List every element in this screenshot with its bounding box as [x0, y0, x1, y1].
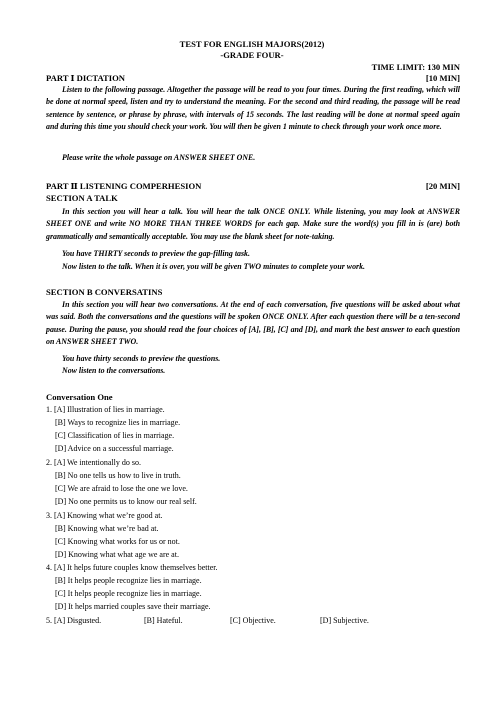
- conversation-one-heading: Conversation One: [46, 392, 113, 402]
- question-line: 4. [A] It helps future couples know themselves better.: [46, 563, 218, 572]
- question-line: 3. [A] Knowing what we’re good at.: [46, 511, 163, 520]
- section-b-instructions: In this section you will hear two conversations. At the end of each conversation, five questions will be asked about what was said. Both the conversations and the questions will be spoken ONCE ONLY. After each question there will be a ten-second pause. During the pause, you should read the four choices of [A], [B], [C] and [D], and mark the best answer to each question on ANSWER SHEET TWO.: [46, 300, 460, 346]
- question-5-line: [46, 616, 369, 625]
- question-line: [B] It helps people recognize lies in marriage.: [55, 576, 202, 585]
- question-line: [C] Knowing what works for us or not.: [55, 537, 180, 546]
- part1-note: Please write the whole passage on ANSWER SHEET ONE.: [62, 153, 256, 162]
- question-line: [C] Classification of lies in marriage.: [55, 431, 175, 440]
- question-line: 2. [A] We intentionally do so.: [46, 458, 141, 467]
- section-a-note-preview: You have THIRTY seconds to preview the gap-filling task.: [62, 249, 250, 258]
- question-line: [D] Advice on a successful marriage.: [55, 444, 174, 453]
- question-line: [B] Knowing what we’re bad at.: [55, 524, 159, 533]
- q5-option-c: [C] Objective.: [230, 616, 276, 625]
- section-b-note-listen: Now listen to the conversations.: [62, 366, 166, 375]
- part1-time: [10 MIN]: [425, 73, 460, 83]
- q5-option-a: 5. [A] Disgusted.: [46, 616, 102, 625]
- exam-grade: -GRADE FOUR-: [220, 50, 284, 60]
- section-a-heading: SECTION A TALK: [46, 193, 118, 203]
- question-line: [C] We are afraid to lose the one we love.: [55, 484, 188, 493]
- question-line: [B] Ways to recognize lies in marriage.: [55, 418, 181, 427]
- section-b-heading: SECTION B CONVERSATINS: [46, 287, 163, 297]
- question-line: [D] No one permits us to know our real self.: [55, 497, 197, 506]
- part2-heading: PART Ⅱ LISTENING COMPERHESION: [46, 181, 202, 191]
- q5-option-b: [B] Hateful.: [144, 616, 183, 625]
- exam-title: TEST FOR ENGLISH MAJORS(2012): [179, 39, 325, 49]
- question-line: 1. [A] Illustration of lies in marriage.: [46, 405, 165, 414]
- part2-heading-row: [46, 181, 460, 192]
- part1-instructions: Listen to the following passage. Altogether the passage will be read to you four times. During the first reading, which will be done at normal speed, listen and try to understand the meaning. For the second and third reading, the passage will be read sentence by sentence, or phrase by phrase, with intervals of 15 seconds. The last reading will be done at normal speed again and during this time you should check your work. You will then be given 1 minute to check through your work once more.: [46, 85, 460, 131]
- section-a-note-listen: Now listen to the talk. When it is over, you will be given TWO minutes to complete your work.: [62, 262, 365, 271]
- question-line: [B] No one tells us how to live in truth.: [55, 471, 181, 480]
- q5-option-d: [D] Subjective.: [320, 616, 369, 625]
- part1-heading-row: [46, 73, 460, 84]
- question-line: [D] Knowing what what age we are at.: [55, 550, 179, 559]
- section-a-instructions: In this section you will hear a talk. You will hear the talk ONCE ONLY. While listening, you may look at ANSWER SHEET ONE and write NO MORE THAN THREE WORDS for each gap. Make sure the word(s) you fill in is (are) both grammatically and semantically acceptable. You may use the blank sheet for note-taking.: [46, 207, 460, 241]
- part2-time: [20 MIN]: [425, 181, 460, 191]
- part1-heading: PART Ⅰ DICTATION: [46, 73, 125, 83]
- exam-page: TEST FOR ENGLISH MAJORS(2012) -GRADE FOUR- TIME LIMIT: 130 MIN PART Ⅰ DICTATION [10 MIN] Listen to the following passage. Altogether the passage will be read to you four times. During the first reading, which will be done at normal speed, listen and try to understand the meaning. For the second and third reading, the passage will be read sentence by sentence, or phrase by phrase, with intervals of 15 seconds. The last reading will be done at normal speed again and during this time you should check your work. You will then be given 1 minute to check through your work once more. Please write the whole passage on ANSWER SHEET ONE. PART Ⅱ LISTENING COMPERHESION [20 MIN] SECTION A TALK In this section you will hear a talk. You will hear the talk ONCE ONLY. While listening, you may look at ANSWER SHEET ONE and write NO MORE THAN THREE WORDS for each gap. Make sure the word(s) you fill in is (are) both grammatically and semantically acceptable. You may use the blank sheet for note-taking. You have THIRTY seconds to preview the gap-filling task. Now listen to the talk. When it is over, you will be given TWO minutes to complete your work. SECTION B CONVERSATINS In this section you will hear two conversations. At the end of each conversation, five questions will be asked about what was said. Both the conversations and the questions will be spoken ONCE ONLY. After each question there will be a ten-second pause. During the pause, you should read the four choices of [A], [B], [C] and [D], and mark the best answer to each question on ANSWER SHEET TWO. You have thirty seconds to preview the questions. Now listen to the conversations. Conversation One 1. [A] Illustration of lies in marriage. [B] Ways to recognize lies in marriage. [C] Classification of lies in marriage. [D] Advice on a successful marriage. 2. [A] We intentionally do so. [B] No one tells us how to live in truth. [C] We are afraid to lose the one we love. [D] No one permits us to know our real self. 3. [A] Knowing what we’re good at. [B] Knowing what we’re bad at. [C] Knowing what works for us or not. [D] Knowing what what age we are at. 4. [A] It helps future couples know themselves better. [B] It helps people recognize lies in marriage. [C] It helps people recognize lies in marriage. [D] It helps married couples save their marriage. 5. [A] Disgusted. [B] Hateful. [C] Objective. [D] Subjective.: [0, 0, 504, 712]
- question-line: [D] It helps married couples save their marriage.: [55, 602, 211, 611]
- section-b-note-preview: You have thirty seconds to preview the questions.: [62, 354, 221, 363]
- question-line: [C] It helps people recognize lies in marriage.: [55, 589, 202, 598]
